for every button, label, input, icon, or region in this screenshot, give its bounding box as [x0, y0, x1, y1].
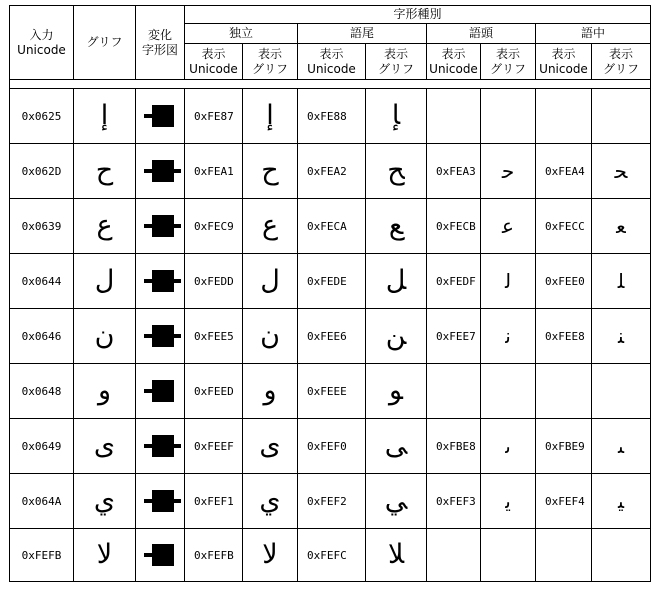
isolated-glyph-cell: ي	[243, 474, 298, 529]
table-row	[10, 309, 651, 364]
isolated-unicode-cell: 0xFEC9	[185, 199, 243, 254]
variant-diagram-cell	[136, 364, 185, 419]
input-unicode-cell: 0x0649	[10, 419, 74, 474]
medial-unicode-cell: 0xFEE8	[536, 309, 592, 364]
variant-diagram-cell	[136, 89, 185, 144]
joining-diagram-icon	[144, 270, 176, 292]
input-unicode-cell: 0x0625	[10, 89, 74, 144]
letter-block	[152, 270, 174, 292]
initial-unicode-cell	[427, 89, 481, 144]
table-row	[10, 419, 651, 474]
final-unicode-cell: 0xFEA2	[298, 144, 366, 199]
medial-glyph-cell: ﻌ	[592, 199, 651, 254]
letter-block	[152, 160, 174, 182]
initial-glyph-cell	[481, 529, 536, 582]
join-right-bar	[174, 279, 181, 283]
input-unicode-cell: 0xFEFB	[10, 529, 74, 582]
letter-block	[152, 380, 174, 402]
letter-block	[152, 325, 174, 347]
table-row	[10, 364, 651, 419]
join-left-bar	[144, 224, 152, 228]
final-unicode-cell: 0xFEEE	[298, 364, 366, 419]
join-right-bar	[174, 499, 181, 503]
header-form-medial: 語中	[536, 24, 651, 44]
medial-unicode-cell: 0xFEE0	[536, 254, 592, 309]
variant-diagram-cell	[136, 474, 185, 529]
glyph-form-table-container	[9, 5, 651, 582]
joining-diagram-icon	[144, 105, 176, 127]
isolated-glyph-cell: ح	[243, 144, 298, 199]
final-unicode-cell: 0xFEDE	[298, 254, 366, 309]
isolated-glyph-cell: إ	[243, 89, 298, 144]
joining-diagram-icon	[144, 160, 176, 182]
isolated-unicode-cell: 0xFEE5	[185, 309, 243, 364]
header-glyph: グリフ	[74, 6, 136, 80]
medial-glyph-cell	[592, 529, 651, 582]
initial-unicode-cell: 0xFEDF	[427, 254, 481, 309]
join-right-bar	[174, 334, 181, 338]
header-display-unicode: 表示 Unicode	[427, 44, 481, 80]
medial-unicode-cell: 0xFEF4	[536, 474, 592, 529]
final-unicode-cell: 0xFE88	[298, 89, 366, 144]
medial-glyph-cell: ﻨ	[592, 309, 651, 364]
header-form-initial: 語頭	[427, 24, 536, 44]
input-unicode-cell: 0x064A	[10, 474, 74, 529]
final-glyph-cell: ﻮ	[366, 364, 427, 419]
header-display-glyph: 表示 グリフ	[481, 44, 536, 80]
joining-diagram-icon	[144, 490, 176, 512]
initial-glyph-cell	[481, 364, 536, 419]
header-display-glyph: 表示 グリフ	[366, 44, 427, 80]
joining-diagram-icon	[144, 380, 176, 402]
input-unicode-cell: 0x0644	[10, 254, 74, 309]
medial-unicode-cell	[536, 529, 592, 582]
initial-unicode-cell: 0xFEF3	[427, 474, 481, 529]
final-unicode-cell: 0xFEF0	[298, 419, 366, 474]
medial-glyph-cell: ﻴ	[592, 474, 651, 529]
glyph-cell: ح	[74, 144, 136, 199]
initial-unicode-cell: 0xFECB	[427, 199, 481, 254]
initial-unicode-cell	[427, 364, 481, 419]
isolated-unicode-cell: 0xFEDD	[185, 254, 243, 309]
header-variant-diagram: 変化 字形図	[136, 6, 185, 80]
final-glyph-cell: ﻊ	[366, 199, 427, 254]
joining-diagram-icon	[144, 435, 176, 457]
isolated-unicode-cell: 0xFEF1	[185, 474, 243, 529]
final-unicode-cell: 0xFEE6	[298, 309, 366, 364]
isolated-glyph-cell: و	[243, 364, 298, 419]
variant-diagram-cell	[136, 254, 185, 309]
join-left-bar	[144, 334, 152, 338]
letter-block	[152, 544, 174, 566]
joining-diagram-icon	[144, 215, 176, 237]
join-left-bar	[144, 114, 152, 118]
join-left-bar	[144, 169, 152, 173]
arabic-glyph-form-table	[9, 5, 651, 582]
final-unicode-cell: 0xFEFC	[298, 529, 366, 582]
medial-unicode-cell: 0xFBE9	[536, 419, 592, 474]
input-unicode-cell: 0x0646	[10, 309, 74, 364]
medial-glyph-cell: ﻠ	[592, 254, 651, 309]
input-unicode-cell: 0x0639	[10, 199, 74, 254]
header-display-unicode: 表示 Unicode	[536, 44, 592, 80]
final-unicode-cell: 0xFEF2	[298, 474, 366, 529]
table-row	[10, 474, 651, 529]
isolated-glyph-cell: ى	[243, 419, 298, 474]
medial-glyph-cell: ﯩ	[592, 419, 651, 474]
initial-glyph-cell: ﻟ	[481, 254, 536, 309]
medial-glyph-cell	[592, 364, 651, 419]
initial-unicode-cell: 0xFBE8	[427, 419, 481, 474]
medial-glyph-cell	[592, 89, 651, 144]
table-row	[10, 254, 651, 309]
initial-glyph-cell: ﺣ	[481, 144, 536, 199]
join-right-bar	[174, 444, 181, 448]
header-display-glyph: 表示 グリフ	[592, 44, 651, 80]
final-glyph-cell: ﻰ	[366, 419, 427, 474]
table-body	[10, 89, 651, 582]
header-display-glyph: 表示 グリフ	[243, 44, 298, 80]
join-right-bar	[174, 224, 181, 228]
letter-block	[152, 215, 174, 237]
header-form-types: 字形種別	[185, 6, 651, 24]
glyph-cell: ن	[74, 309, 136, 364]
glyph-cell: ى	[74, 419, 136, 474]
isolated-glyph-cell: ﻻ	[243, 529, 298, 582]
header-form-isolated: 独立	[185, 24, 298, 44]
letter-block	[152, 435, 174, 457]
initial-glyph-cell: ﻋ	[481, 199, 536, 254]
join-left-bar	[144, 499, 152, 503]
join-right-bar	[174, 169, 181, 173]
isolated-glyph-cell: ع	[243, 199, 298, 254]
final-glyph-cell: ﻼ	[366, 529, 427, 582]
variant-diagram-cell	[136, 529, 185, 582]
isolated-unicode-cell: 0xFEEF	[185, 419, 243, 474]
glyph-cell: ﻻ	[74, 529, 136, 582]
glyph-cell: ل	[74, 254, 136, 309]
variant-diagram-cell	[136, 309, 185, 364]
medial-glyph-cell: ﺤ	[592, 144, 651, 199]
header-form-final: 語尾	[298, 24, 427, 44]
final-glyph-cell: ﺈ	[366, 89, 427, 144]
final-glyph-cell: ﻲ	[366, 474, 427, 529]
table-row	[10, 144, 651, 199]
table-row	[10, 89, 651, 144]
initial-glyph-cell	[481, 89, 536, 144]
joining-diagram-icon	[144, 325, 176, 347]
spacer-cell	[10, 80, 651, 89]
header-spacer-row	[10, 80, 651, 89]
initial-glyph-cell: ﯨ	[481, 419, 536, 474]
letter-block	[152, 490, 174, 512]
isolated-unicode-cell: 0xFEFB	[185, 529, 243, 582]
initial-glyph-cell: ﻧ	[481, 309, 536, 364]
medial-unicode-cell: 0xFECC	[536, 199, 592, 254]
table-row	[10, 199, 651, 254]
joining-diagram-icon	[144, 544, 176, 566]
variant-diagram-cell	[136, 419, 185, 474]
glyph-cell: ي	[74, 474, 136, 529]
input-unicode-cell: 0x062D	[10, 144, 74, 199]
table-row	[10, 529, 651, 582]
header-input-unicode: 入力 Unicode	[10, 6, 74, 80]
final-glyph-cell: ﻦ	[366, 309, 427, 364]
isolated-glyph-cell: ل	[243, 254, 298, 309]
letter-block	[152, 105, 174, 127]
header-display-unicode: 表示 Unicode	[298, 44, 366, 80]
glyph-cell: إ	[74, 89, 136, 144]
medial-unicode-cell	[536, 89, 592, 144]
join-left-bar	[144, 444, 152, 448]
initial-unicode-cell: 0xFEA3	[427, 144, 481, 199]
isolated-glyph-cell: ن	[243, 309, 298, 364]
initial-glyph-cell: ﻳ	[481, 474, 536, 529]
initial-unicode-cell: 0xFEE7	[427, 309, 481, 364]
variant-diagram-cell	[136, 199, 185, 254]
variant-diagram-cell	[136, 144, 185, 199]
isolated-unicode-cell: 0xFE87	[185, 89, 243, 144]
medial-unicode-cell: 0xFEA4	[536, 144, 592, 199]
final-glyph-cell: ﺢ	[366, 144, 427, 199]
join-left-bar	[144, 553, 152, 557]
isolated-unicode-cell: 0xFEA1	[185, 144, 243, 199]
medial-unicode-cell	[536, 364, 592, 419]
glyph-cell: و	[74, 364, 136, 419]
final-unicode-cell: 0xFECA	[298, 199, 366, 254]
join-left-bar	[144, 279, 152, 283]
join-left-bar	[144, 389, 152, 393]
header-display-unicode: 表示 Unicode	[185, 44, 243, 80]
final-glyph-cell: ﻞ	[366, 254, 427, 309]
input-unicode-cell: 0x0648	[10, 364, 74, 419]
glyph-cell: ع	[74, 199, 136, 254]
isolated-unicode-cell: 0xFEED	[185, 364, 243, 419]
initial-unicode-cell	[427, 529, 481, 582]
